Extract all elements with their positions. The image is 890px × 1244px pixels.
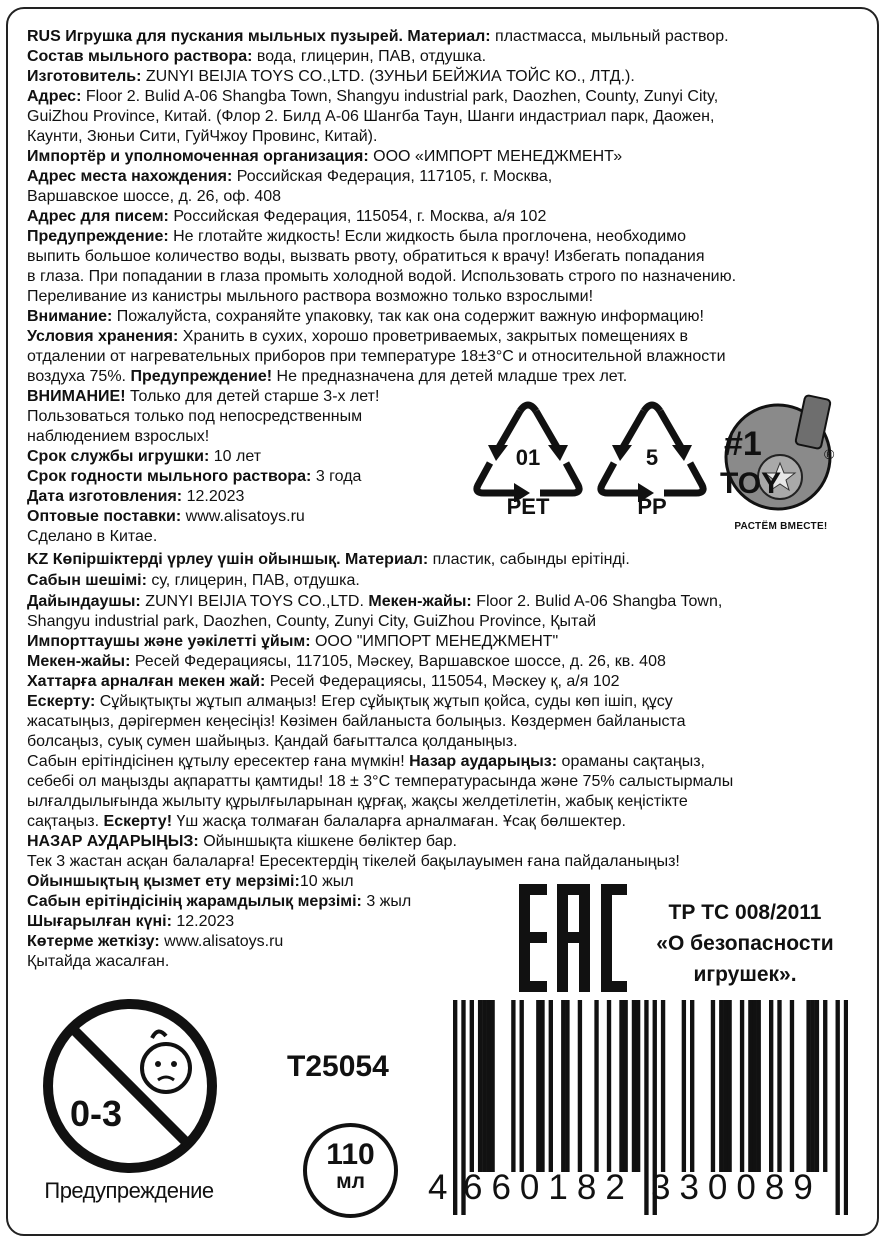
barcode-bar	[470, 1000, 474, 1172]
recycle-code: 5	[645, 445, 659, 470]
rus-supervision-line-2: наблюдением взрослых!	[27, 428, 210, 445]
tr-title: «О безопасности	[656, 932, 834, 955]
barcode-bar	[478, 1000, 482, 1172]
barcode-left-digits: 660182	[463, 1168, 634, 1207]
barcode-bar	[565, 1000, 569, 1172]
tr-title-2: игрушек».	[693, 963, 797, 986]
barcode-bar	[536, 1000, 540, 1172]
kz-storage-line-3: сақтаңыз. Ескерту! Үш жасқа толмаған балаларға арналмаған. Ұсақ бөлшектер.	[27, 813, 626, 830]
barcode-bar	[623, 1000, 627, 1172]
brand-logo	[716, 393, 846, 543]
registered-mark: ®	[824, 446, 835, 462]
kz-warning-line: Ескерту: Сұйықтықты жұтып алмаңыз! Егер сұйықтық жұтып қойса, суды көп ішіп, құсу	[27, 693, 673, 710]
kz-warning-line-2: жасатыңыз, дәрігермен кеңесіңіз! Көзімен байланыста болыңыз. Көздермен байланыста	[27, 713, 686, 730]
rus-location-line-2: Варшавское шоссе, д. 26, оф. 408	[27, 188, 282, 205]
rus-mail-address-line: Адрес для писем: Российская Федерация, 115054, г. Москва, а/я 102	[27, 208, 547, 225]
barcode-bar	[482, 1000, 486, 1172]
barcode-bar	[636, 1000, 640, 1172]
tr-code: ТР ТС 008/2011	[668, 901, 822, 924]
recycle-pet-symbol	[468, 397, 588, 527]
rus-location-line: Адрес места нахождения: Российская Федерация, 117105, г. Москва,	[27, 168, 553, 185]
barcode-bar	[594, 1000, 598, 1172]
kz-storage-line-2: ылғалдылығында жылыту құрылғыларынан құрғақ, жақсы желдетілетін, жабық кеңістікте	[27, 793, 688, 810]
kz-address-line: Shangyu industrial park, Daozhen, County, Zunyi City, GuiZhou Province, Қытай	[27, 613, 597, 630]
barcode-bar	[790, 1000, 794, 1172]
rus-address-line-2: GuiZhou Province, Китай. (Флор 2. Билд А-06 Шангба Таун, Шанги индастриал парк, Даожен,	[27, 108, 715, 125]
toy-logo-word: TOY	[720, 467, 782, 500]
barcode-bar	[682, 1000, 686, 1172]
rus-supervision-line: Пользоваться только под непосредственным	[27, 408, 363, 425]
barcode-bar	[806, 1000, 810, 1172]
kz-title-line: KZ Көпіршіктерді үрлеу үшін ойыншық. Материал: пластик, сабынды ерітінді.	[27, 551, 630, 568]
no-baby-icon	[26, 996, 232, 1176]
kz-made-in-line: Қытайда жасалған.	[27, 953, 170, 970]
toy-logo-badge: #1	[724, 425, 762, 463]
age-warning-symbol	[26, 996, 232, 1216]
barcode-bar	[711, 1000, 715, 1172]
rus-age-line: ВНИМАНИЕ! Только для детей старше 3-х лет!	[27, 388, 380, 405]
kz-shelf-life-line: Сабын ерітіндісінің жарамдылық мерзімі: 3 жыл	[27, 893, 412, 910]
toy-logo-caption: РАСТЁМ ВМЕСТЕ!	[734, 521, 828, 532]
recycle-code: 01	[515, 445, 541, 470]
volume-badge	[303, 1123, 398, 1218]
kz-manufacturer-line: Дайындаушы: ZUNYI BEIJIA TOYS CO.,LTD. Мекен-жайы: Floor 2. Bulid A-06 Shangba Town,	[27, 593, 723, 610]
barcode-bar	[769, 1000, 773, 1172]
barcode-bar	[490, 1000, 494, 1172]
rus-manufacture-date-line: Дата изготовления: 12.2023	[27, 488, 245, 505]
kz-warning-line-3: болсаңыз, суық сумен шайыңыз. Қандай бағытталса қолданыңыз.	[27, 733, 518, 750]
toy-logo-icon	[716, 393, 846, 517]
kz-attention-line: Сабын ерітіндісінен құтылу ересектер ғана мүмкін! Назар аударыңыз: ораманы сақтаңыз,	[27, 753, 705, 770]
rus-made-in-line: Сделано в Китае.	[27, 528, 158, 545]
age-range: 0-3	[70, 1093, 123, 1134]
barcode-bar	[740, 1000, 744, 1172]
kz-small-parts-line: НАЗАР АУДАРЫҢЫЗ: Ойыншықта кішкене бөліктер бар.	[27, 833, 457, 850]
barcode-bar	[727, 1000, 731, 1172]
article-number: T25054	[287, 1050, 389, 1083]
recycle-pp-symbol	[592, 397, 712, 527]
barcode-bar	[777, 1000, 781, 1172]
barcode-bar	[748, 1000, 752, 1172]
barcode-bar	[520, 1000, 524, 1172]
rus-warning-line-2: выпить большое количество воды, вызвать рвоту, обратиться к врачу! Избегать попадания	[27, 248, 705, 265]
barcode-bar	[815, 1000, 819, 1172]
barcode-bar	[690, 1000, 694, 1172]
barcode-bar	[607, 1000, 611, 1172]
rus-storage-line-3: воздуха 75%. Предупреждение! Не предназначена для детей младше трех лет.	[27, 368, 628, 385]
barcode-bar	[823, 1000, 827, 1172]
rus-warning-line-4: Переливание из канистры мыльного раствора возможно только взрослыми!	[27, 288, 594, 305]
kz-service-life-line: Ойыншықтың қызмет ету мерзімі:10 жыл	[27, 873, 354, 890]
recycle-label: PP	[637, 494, 667, 519]
eac-mark-icon	[517, 882, 629, 994]
rus-warning-line: Предупреждение: Не глотайте жидкость! Если жидкость была проглочена, необходимо	[27, 228, 687, 245]
barcode-bar	[511, 1000, 515, 1172]
barcode-bar	[578, 1000, 582, 1172]
volume-unit: мл	[336, 1170, 365, 1193]
technical-regulation-text	[630, 897, 860, 990]
rus-service-life-line: Срок службы игрушки: 10 лет	[27, 448, 262, 465]
rus-address-line: Адрес: Floor 2. Bulid A-06 Shangba Town, Shangyu industrial park, Daozhen, County, Zunyi City,	[27, 88, 719, 105]
barcode-bar	[844, 1000, 848, 1215]
barcode-bar	[540, 1000, 544, 1172]
barcode-bar	[486, 1000, 490, 1172]
kz-composition-line: Сабын шешімі: су, глицерин, ПАВ, отдушка.	[27, 572, 360, 589]
volume-number: 110	[326, 1138, 375, 1171]
barcode-bar	[811, 1000, 815, 1172]
rus-attention-line: Внимание: Пожалуйста, сохраняйте упаковку, так как она содержит важную информацию!	[27, 308, 704, 325]
kz-location-line: Мекен-жайы: Ресей Федерациясы, 117105, Мәскеу, Варшавское шоссе, д. 26, кв. 408	[27, 653, 666, 670]
rus-storage-line: Условия хранения: Хранить в сухих, хорошо проветриваемых, закрытых помещениях в	[27, 328, 689, 345]
rus-manufacturer-line: Изготовитель: ZUNYI BEIJIA TOYS CO.,LTD. (ЗУНЬИ БЕЙЖИА ТОЙС КО., ЛТД.).	[27, 68, 635, 85]
barcode-bar	[632, 1000, 636, 1172]
barcode-first-digit: 4	[428, 1168, 457, 1207]
barcode-right-digits: 330089	[651, 1168, 822, 1207]
rus-importer-line: Импортёр и уполномоченная организация: ООО «ИМПОРТ МЕНЕДЖМЕНТ»	[27, 148, 623, 165]
rus-title-line: RUS Игрушка для пускания мыльных пузырей. Материал: пластмасса, мыльный раствор.	[27, 28, 729, 45]
rus-wholesale-line: Оптовые поставки: www.alisatoys.ru	[27, 508, 305, 525]
barcode-bar	[723, 1000, 727, 1172]
warning-caption: Предупреждение	[44, 1178, 214, 1203]
barcode-bar	[836, 1000, 840, 1215]
barcode-bar	[661, 1000, 665, 1172]
rus-warning-line-3: в глаза. При попадании в глаза промыть холодной водой. Использовать строго по назначению.	[27, 268, 737, 285]
barcode-bar	[561, 1000, 565, 1172]
kz-mail-address-line: Хаттарға арналған мекен жай: Ресей Федерациясы, 115054, Мәскеу қ, а/я 102	[27, 673, 620, 690]
kz-storage-line: себебі ол маңызды ақпаратты қамтиды! 18 ± 3°C температурасында және 75% салыстырмалы	[27, 773, 734, 790]
barcode-bar	[752, 1000, 756, 1172]
rus-address-line-3: Каунти, Зюньи Сити, ГуйЧжоу Провинс, Китай).	[27, 128, 378, 145]
barcode-bar	[757, 1000, 761, 1172]
rus-composition-line: Состав мыльного раствора: вода, глицерин, ПАВ, отдушка.	[27, 48, 487, 65]
barcode-bar	[644, 1000, 648, 1215]
recycle-label: PET	[506, 494, 550, 519]
barcode-bar	[719, 1000, 723, 1172]
kz-importer-line: Импорттаушы және уәкілетті ұйым: ООО "ИМПОРТ МЕНЕДЖМЕНТ"	[27, 633, 559, 650]
kz-age-line: Тек 3 жастан асқан балаларға! Ересектердің тікелей бақылауымен ғана пайдаланыңыз!	[27, 853, 680, 870]
barcode-bar	[549, 1000, 553, 1172]
rus-storage-line-2: отдалении от нагревательных приборов при температуре 18±3°С и относительной влажности	[27, 348, 726, 365]
kz-manufacture-date-line: Шығарылған күні: 12.2023	[27, 913, 235, 930]
barcode-bar	[619, 1000, 623, 1172]
kz-wholesale-line: Көтерме жеткізу: www.alisatoys.ru	[27, 933, 284, 950]
rus-shelf-life-line: Срок годности мыльного раствора: 3 года	[27, 468, 362, 485]
